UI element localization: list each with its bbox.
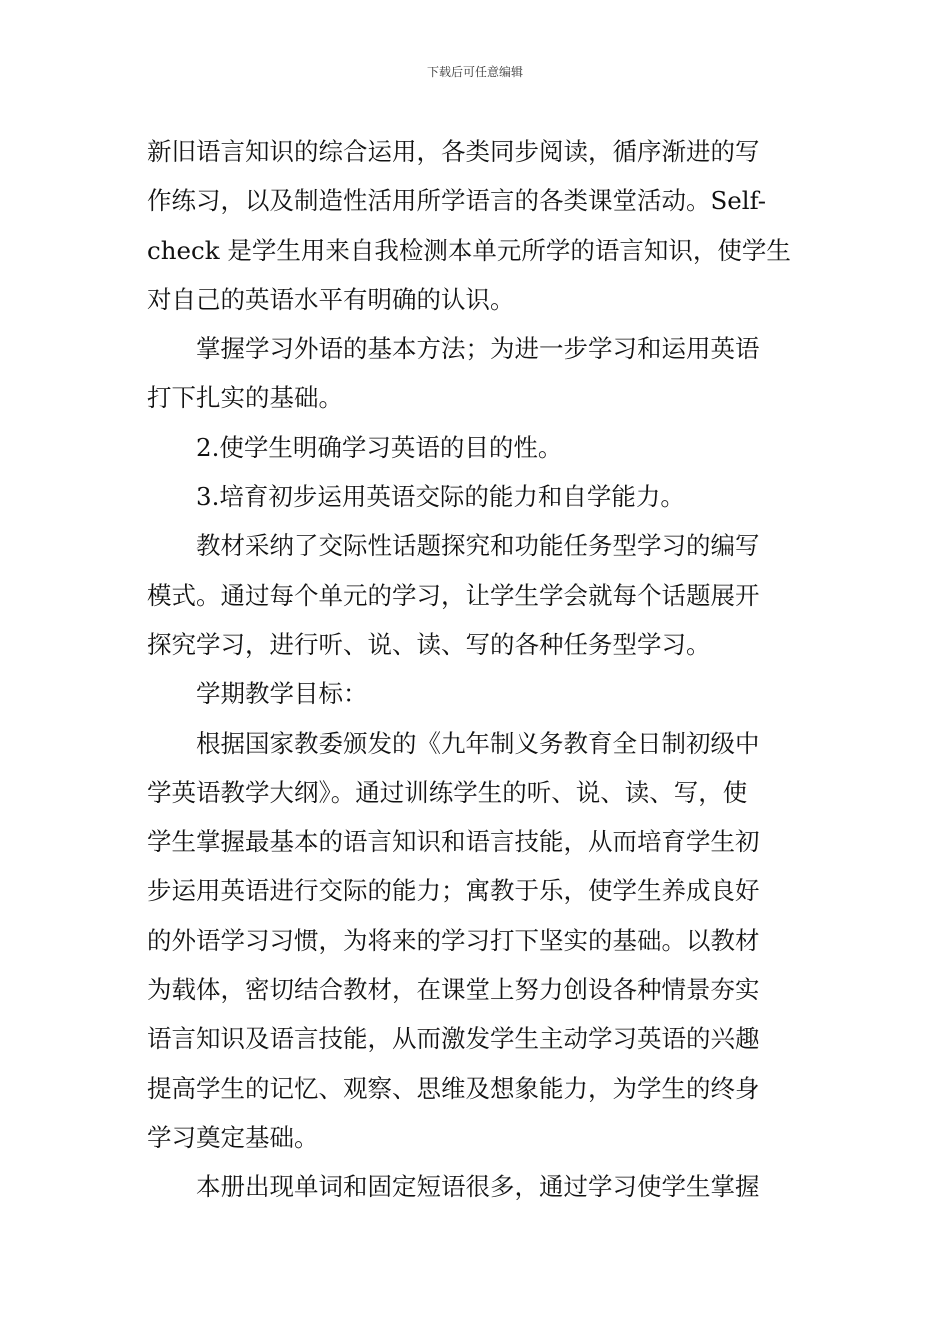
text-line: 根据国家教委颁发的《九年制义务教育全日制初级中	[196, 728, 760, 758]
text-line: 步运用英语进行交际的能力；寓教于乐，使学生养成良好	[147, 876, 760, 906]
text-line: 探究学习，进行听、说、读、写的各种任务型学习。	[147, 629, 711, 659]
document-body	[147, 127, 807, 1212]
text-line: 打下扎实的基础。	[147, 383, 343, 413]
text-line: 模式。通过每个单元的学习，让学生学会就每个话题展开	[147, 580, 760, 610]
page-header: 下载后可任意编辑	[426, 65, 523, 79]
text-line: 掌握学习外语的基本方法；为进一步学习和运用英语	[196, 334, 760, 364]
text-line: 新旧语言知识的综合运用，各类同步阅读，循序渐进的写	[147, 137, 760, 166]
text-line: 学习奠定基础。	[147, 1122, 319, 1152]
text-line: 3.培育初步运用英语交际的能力和自学能力。	[196, 482, 685, 512]
text-line: 本册出现单词和固定短语很多，通过学习使学生掌握	[196, 1172, 760, 1202]
text-line: 教材采纳了交际性话题探究和功能任务型学习的编写	[196, 531, 760, 561]
text-line: 学生掌握最基本的语言知识和语言技能，从而培育学生初	[147, 827, 760, 857]
text-line: 2.使学生明确学习英语的目的性。	[196, 432, 563, 462]
text-line: 语言知识及语言技能，从而激发学生主动学习英语的兴趣	[147, 1024, 760, 1054]
text-line: 学英语教学大纲》。通过训练学生的听、说、读、写，使	[147, 777, 748, 807]
text-line: 的外语学习习惯，为将来的学习打下坚实的基础。以教材	[147, 925, 760, 955]
text-line: 提高学生的记忆、观察、思维及想象能力，为学生的终身	[147, 1073, 760, 1103]
text-line: check 是学生用来自我检测本单元所学的语言知识，使学生	[147, 235, 791, 265]
text-line: 作练习，以及制造性活用所学语言的各类课堂活动。Self-	[147, 186, 767, 216]
text-line: 为载体，密切结合教材，在课堂上努力创设各种情景夯实	[147, 975, 760, 1005]
section-heading: 学期教学目标：	[196, 679, 368, 709]
text-line: 对自己的英语水平有明确的认识。	[147, 284, 515, 314]
